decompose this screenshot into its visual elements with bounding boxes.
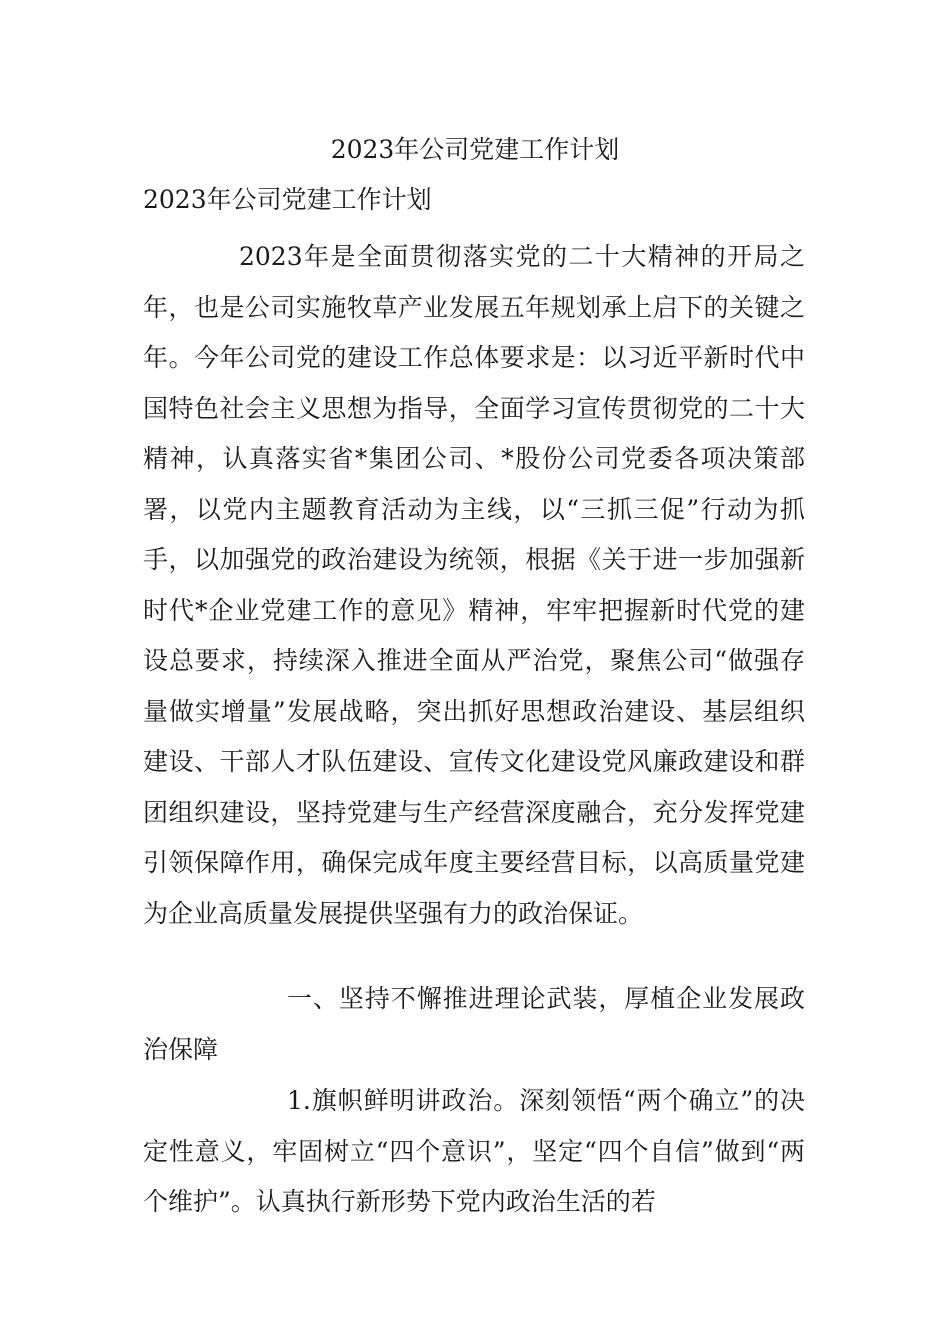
- section-heading: 一、坚持不懈推进理论武装，厚植企业发展政治保障: [143, 984, 805, 1064]
- document-subtitle: 2023年公司党建工作计划: [143, 185, 432, 214]
- intro-paragraph: 2023年是全面贯彻落实党的二十大精神的开局之年，也是公司实施牧草产业发展五年规划承上启下的关键之年。今年公司党的建设工作总体要求是：以习近平新时代中国特色社会主义思想为指导，全面学习宣传贯彻党的二十大精神，认真落实省*集团公司、*股份公司党委各项决策部署，以党内主题教育活动为主线，以“三抓三促”行动为抓手，以加强党的政治建设为统领，根据《关于进一步加强新时代*企业党建工作的意见》精神，牢牢把握新时代党的建设总要求，持续深入推进全面从严治党，聚焦公司“做强存量做实增量”发展战略，突出抓好思想政治建设、基层组织建设、干部人才队伍建设、宣传文化建设党风廉政建设和群团组织建设，坚持党建与生产经营深度融合，充分发挥党建引领保障作用，确保完成年度主要经营目标，以高质量党建为企业高质量发展提供坚强有力的政治保证。: [143, 242, 805, 928]
- document-title: 2023年公司党建工作计划: [330, 135, 620, 164]
- section-paragraph: 1.旗帜鲜明讲政治。深刻领悟“两个确立”的决定性意义，牢固树立“四个意识”，坚定“四个自信”做到“两个维护”。认真执行新形势下党内政治生活的若: [143, 1086, 805, 1216]
